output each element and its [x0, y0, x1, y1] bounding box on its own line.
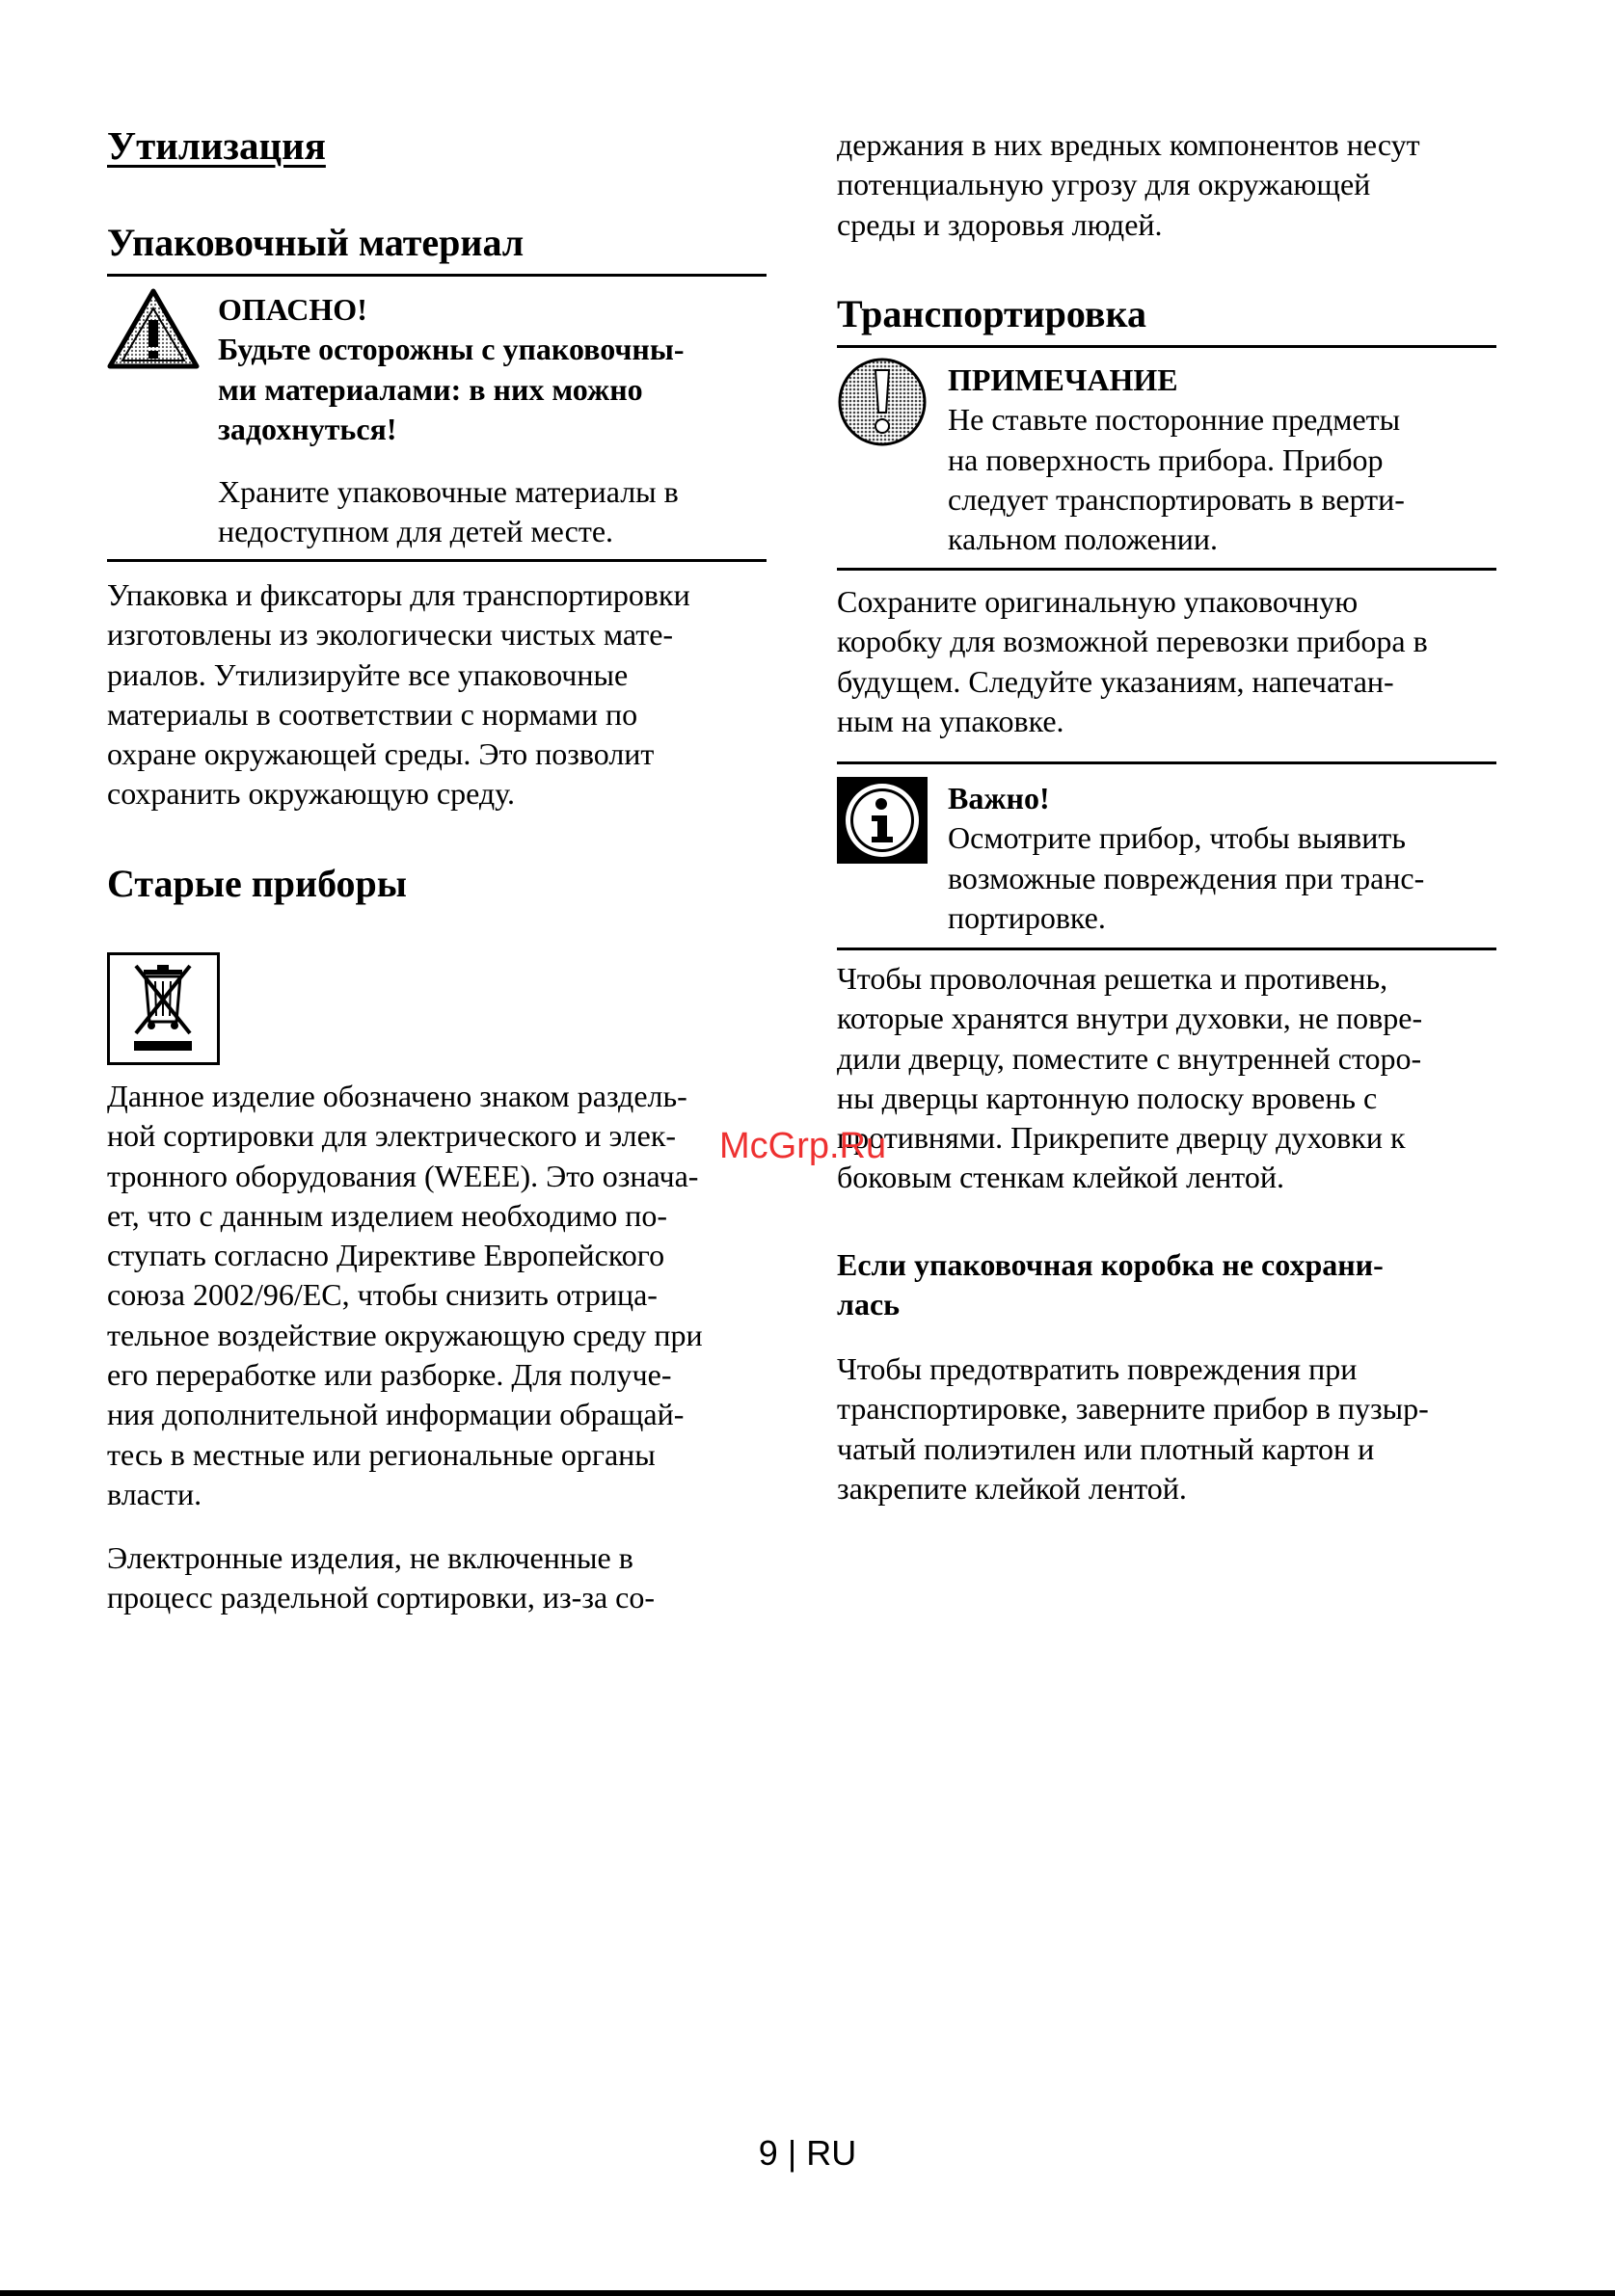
subheading-line: лась [837, 1287, 901, 1322]
bottom-edge-line [0, 2290, 1615, 2296]
paragraph-line: Электронные изделия, не включенные в [107, 1540, 633, 1575]
transport-heading: Транспортировка [837, 292, 1146, 335]
warning-bold-line: ми материалами: в них можно [218, 371, 643, 407]
note-bottom-rule [837, 568, 1496, 571]
packaging-paragraph [107, 575, 782, 814]
paragraph-line: ной сортировки для электрического и элек- [107, 1118, 677, 1154]
warning-label: ОПАСНО! [218, 292, 367, 327]
footer-separator: | [787, 2133, 797, 2173]
page-footer [0, 2133, 1615, 2174]
warning-note [218, 290, 767, 552]
paragraph-line: закрепите клейкой лентой. [837, 1470, 1187, 1506]
paragraph-line: держания в них вредных компонентов несут [837, 127, 1420, 162]
note-text-line: Не ставьте посторонние предметы [948, 402, 1401, 438]
warning-text-line: Храните упаковочные материалы в [218, 474, 679, 510]
wrap-paragraph [837, 1349, 1510, 1508]
paragraph-line: транспортировке, заверните прибор в пузыр- [837, 1391, 1429, 1427]
page-number: 9 [758, 2133, 778, 2173]
warning-bold-line: Будьте осторожны с упаковочны- [218, 332, 685, 367]
transport-heading-rule [837, 345, 1496, 348]
info-icon [837, 777, 928, 864]
paragraph-line: ны дверцы картонную полоску вровень с [837, 1080, 1378, 1115]
packaging-heading-rule [107, 274, 767, 277]
packaging-heading: Упаковочный материал [107, 221, 525, 264]
paragraph-line: противнями. Прикрепите дверцу духовки к [837, 1120, 1406, 1156]
paragraph-line: потенциальную угрозу для окружающей [837, 167, 1371, 202]
paragraph-line: материалы в соответствии с нормами по [107, 696, 638, 732]
paragraph-line: процесс раздельной сортировки, из-за со- [107, 1580, 656, 1615]
note-text-line: следует транспортировать в верти- [948, 481, 1405, 517]
paragraph-line: которые хранятся внутри духовки, не повре- [837, 1001, 1423, 1036]
paragraph-line: Упаковка и фиксаторы для транспортировки [107, 577, 690, 612]
paragraph-line: власти. [107, 1476, 202, 1511]
important-note [948, 779, 1507, 938]
paragraph-line: дили дверцу, поместите с внутренней сторо- [837, 1040, 1422, 1076]
paragraph-line: Чтобы предотвратить повреждения при [837, 1351, 1358, 1386]
paragraph-line: Сохраните оригинальную упаковочную [837, 584, 1359, 619]
warning-triangle-icon [107, 287, 200, 370]
warning-text-line: недоступном для детей месте. [218, 514, 614, 549]
paragraph-line: ет, что с данным изделием необходимо по- [107, 1197, 668, 1233]
weee-crossed-bin-icon [107, 952, 220, 1065]
subheading-line: Если упаковочная коробка не сохрани- [837, 1247, 1384, 1282]
keep-box-paragraph [837, 582, 1510, 741]
paragraph-line: чатый полиэтилен или плотный картон и [837, 1430, 1375, 1466]
no-box-subheading [837, 1245, 1510, 1325]
warning-bottom-rule [107, 559, 767, 562]
note-text-line: на поверхность прибора. Прибор [948, 441, 1384, 477]
language-code: RU [806, 2133, 857, 2173]
paragraph-line: его переработке или разборке. Для получе- [107, 1357, 672, 1393]
paragraph-line: союза 2002/96/ЕС, чтобы снизить отрица- [107, 1277, 658, 1313]
note-label: ПРИМЕЧАНИЕ [948, 362, 1178, 397]
important-bottom-rule [837, 948, 1496, 950]
page-title: Утилизация [107, 123, 326, 168]
paragraph-line: боковым стенкам клейкой лентой. [837, 1160, 1284, 1195]
paragraph-line: охране окружающей среды. Это позволит [107, 736, 655, 772]
paragraph-line: изготовлены из экологически чистых мате- [107, 617, 674, 653]
paragraph-line: риалов. Утилизируйте все упаковочные [107, 656, 629, 692]
important-text-line: портировке. [948, 899, 1106, 935]
important-text-line: Осмотрите прибор, чтобы выявить [948, 820, 1406, 856]
weee-paragraph [107, 1077, 782, 1514]
paragraph-line: сохранить окружающую среду. [107, 776, 515, 812]
transport-note [948, 360, 1507, 559]
electronics-paragraph [107, 1538, 782, 1618]
paragraph-line: ступать согласно Директиве Европейского [107, 1238, 665, 1273]
note-text-line: кальном положении. [948, 521, 1219, 557]
old-devices-heading: Старые приборы [107, 862, 408, 905]
watermark: McGrp.Ru [719, 1126, 887, 1166]
important-label: Важно! [948, 781, 1050, 815]
important-text-line: возможные повреждения при транс- [948, 860, 1425, 895]
warning-bold-line: задохнуться! [218, 411, 397, 446]
exclamation-circle-icon [837, 357, 928, 447]
paragraph-line: тесь в местные или региональные органы [107, 1436, 656, 1472]
paragraph-line: среды и здоровья людей. [837, 206, 1163, 242]
door-protection-paragraph [837, 959, 1510, 1198]
paragraph-line: тельное воздействие окружающую среду при [107, 1317, 703, 1352]
paragraph-line: Данное изделие обозначено знаком раздель- [107, 1079, 687, 1113]
paragraph-line: ным на упаковке. [837, 703, 1064, 738]
paragraph-line: Чтобы проволочная решетка и противень, [837, 961, 1388, 996]
paragraph-line: коробку для возможной перевозки прибора в [837, 624, 1428, 659]
important-top-rule [837, 761, 1496, 764]
paragraph-line: тронного оборудования (WEEE). Это означа- [107, 1158, 699, 1193]
continuation-paragraph [837, 125, 1510, 245]
paragraph-line: ния дополнительной информации обращай- [107, 1397, 685, 1432]
paragraph-line: будущем. Следуйте указаниям, напечатан- [837, 663, 1394, 699]
